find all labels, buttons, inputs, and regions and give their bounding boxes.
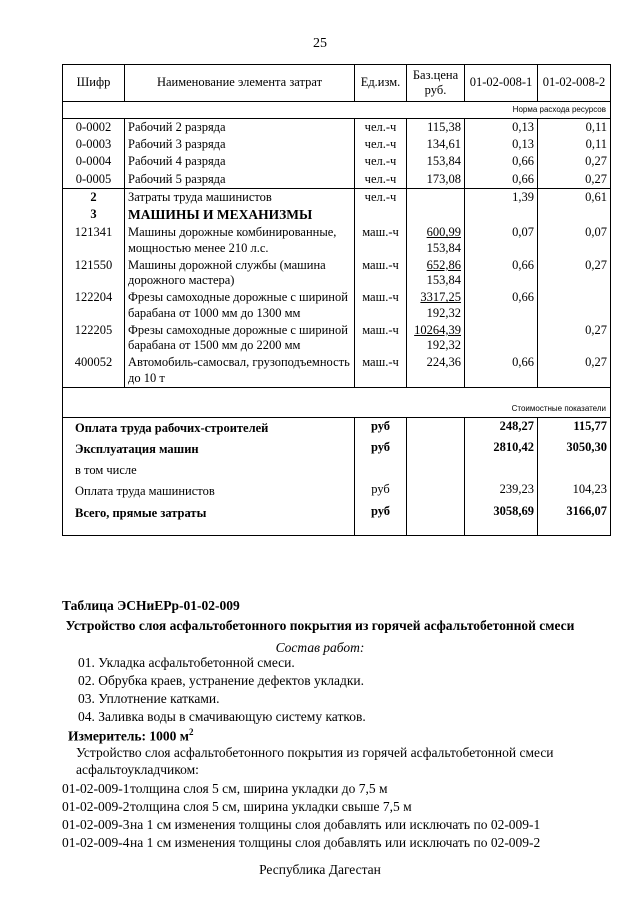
section-norms-row xyxy=(63,102,611,119)
table-row xyxy=(63,136,611,153)
row-variant-2: 0,61 xyxy=(538,188,611,206)
row-code: 0-0003 xyxy=(63,136,125,153)
totals-variant-1: 2810,42 xyxy=(465,439,538,460)
totals-row xyxy=(63,503,611,536)
totals-variant-1: 239,23 xyxy=(465,481,538,502)
row-name-text: МАШИНЫ И МЕХАНИЗМЫ xyxy=(128,207,313,222)
variant-code: 01-02-009-2 xyxy=(62,799,130,814)
variant-text: толщина слоя 5 см, ширина укладки до 7,5 м xyxy=(130,781,388,796)
variant-row xyxy=(62,781,388,797)
row-price-value: 173,08 xyxy=(426,171,461,186)
work-item: 01. Укладка асфальтобетонной смеси. xyxy=(78,655,295,670)
row-variant-2: 0,27 xyxy=(538,171,611,189)
totals-name: Оплата труда рабочих-строителей xyxy=(63,417,355,439)
header-variant-1: 01-02-008-1 xyxy=(465,65,538,102)
row-price-value: 652,86 xyxy=(426,257,461,272)
row-variant-2 xyxy=(538,289,611,322)
row-price xyxy=(407,224,465,257)
row-code: 121341 xyxy=(63,224,125,257)
row-name xyxy=(125,206,355,224)
row-code: 2 xyxy=(63,188,125,206)
row-price-value: 224,36 xyxy=(426,355,461,370)
row-unit: маш.-ч xyxy=(355,354,407,387)
row-variant-1: 0,07 xyxy=(465,224,538,257)
row-price-secondary: 153,84 xyxy=(426,273,461,288)
row-unit: чел.-ч xyxy=(355,188,407,206)
row-price-secondary: 192,32 xyxy=(426,338,461,353)
totals-row xyxy=(63,460,611,481)
row-variant-2: 0,07 xyxy=(538,224,611,257)
row-variant-1: 1,39 xyxy=(465,188,538,206)
row-price-value: 10264,39 xyxy=(414,322,461,337)
row-price xyxy=(407,188,465,206)
row-unit: чел.-ч xyxy=(355,153,407,170)
row-name-text: Машины дорожной службы (машина дорожного мастера) xyxy=(128,257,326,288)
row-name-text: Автомобиль-самосвал, грузоподъемность до 10 т xyxy=(128,355,350,385)
row-variant-1 xyxy=(465,322,538,355)
row-variant-1: 0,13 xyxy=(465,136,538,153)
row-name-text: Фрезы самоходные дорожные с шириной барабана от 1500 мм до 2200 мм xyxy=(128,322,348,353)
totals-price xyxy=(407,417,465,439)
row-variant-1: 0,13 xyxy=(465,118,538,136)
totals-unit: руб xyxy=(355,481,407,502)
table-row xyxy=(63,188,611,206)
row-price-secondary: 153,84 xyxy=(426,240,461,255)
measure-superscript: 2 xyxy=(189,727,194,737)
row-code: 122205 xyxy=(63,322,125,355)
row-price xyxy=(407,171,465,189)
row-unit xyxy=(355,206,407,224)
section-costs-row xyxy=(63,387,611,417)
table-row xyxy=(63,354,611,387)
variant-text: на 1 см изменения толщины слоя добавлять или исключать по 02-009-2 xyxy=(130,835,541,850)
row-variant-2: 0,27 xyxy=(538,257,611,290)
resource-table xyxy=(62,64,611,536)
row-price-value: 134,61 xyxy=(426,137,461,151)
row-code: 0-0004 xyxy=(63,153,125,170)
row-code: 0-0002 xyxy=(63,118,125,136)
measure-unit xyxy=(68,727,194,745)
totals-unit xyxy=(355,460,407,481)
row-variant-2: 0,27 xyxy=(538,153,611,170)
totals-price xyxy=(407,481,465,502)
row-variant-1: 0,66 xyxy=(465,171,538,189)
row-unit: маш.-ч xyxy=(355,289,407,322)
row-code: 400052 xyxy=(63,354,125,387)
row-variant-2: 0,27 xyxy=(538,354,611,387)
row-name-text: Машины дорожные комбинированные, мощностью менее 210 л.с. xyxy=(128,225,337,255)
row-name xyxy=(125,289,355,322)
variant-code: 01-02-009-3 xyxy=(62,817,130,832)
row-name xyxy=(125,153,355,170)
totals-variant-2: 104,23 xyxy=(538,481,611,502)
row-price-value: 600,99 xyxy=(426,225,461,240)
totals-name: Эксплуатация машин xyxy=(63,439,355,460)
table-row xyxy=(63,118,611,136)
measure-text: Измеритель: 1000 м xyxy=(68,728,189,744)
row-variant-2: 0,27 xyxy=(538,322,611,355)
row-variant-1: 0,66 xyxy=(465,354,538,387)
row-price xyxy=(407,289,465,322)
header-variant-2: 01-02-008-2 xyxy=(538,65,611,102)
table-caption: Устройство слоя асфальтобетонного покрытия из горячей асфальтобетонной смеси xyxy=(65,618,575,633)
header-name: Наименование элемента затрат xyxy=(125,65,355,102)
variant-text: на 1 см изменения толщины слоя добавлять или исключать по 02-009-1 xyxy=(130,817,541,832)
table-header-row xyxy=(63,65,611,102)
row-unit: маш.-ч xyxy=(355,322,407,355)
section-costs-label: Стоимостные показатели xyxy=(63,387,611,417)
table-row xyxy=(63,289,611,322)
variants-intro: Устройство слоя асфальтобетонного покрытия из горячей асфальтобетонной смеси асфальтоукладчиком: xyxy=(76,745,554,777)
totals-price xyxy=(407,439,465,460)
row-code: 0-0005 xyxy=(63,171,125,189)
row-name-text: Рабочий 4 разряда xyxy=(128,154,226,169)
row-unit: чел.-ч xyxy=(355,171,407,189)
totals-variant-1: 248,27 xyxy=(465,417,538,439)
row-price xyxy=(407,136,465,153)
works-heading: Состав работ: xyxy=(275,640,365,655)
table-row xyxy=(63,153,611,170)
variant-code: 01-02-009-4 xyxy=(62,835,130,850)
variant-text: толщина слоя 5 см, ширина укладки свыше 7,5 м xyxy=(130,799,412,814)
row-unit: чел.-ч xyxy=(355,118,407,136)
totals-row xyxy=(63,417,611,439)
table-row xyxy=(63,171,611,189)
row-price xyxy=(407,322,465,355)
row-name xyxy=(125,136,355,153)
variant-row xyxy=(62,799,412,815)
table-title: Таблица ЭСНиЕРр-01-02-009 xyxy=(62,598,240,613)
section-norms-label: Норма расхода ресурсов xyxy=(63,102,611,119)
totals-unit: руб xyxy=(355,439,407,460)
row-variant-1: 0,66 xyxy=(465,153,538,170)
variant-row xyxy=(62,835,540,851)
row-price-secondary: 192,32 xyxy=(426,305,461,320)
row-name-text: Фрезы самоходные дорожные с шириной барабана от 1000 мм до 1300 мм xyxy=(128,290,348,320)
totals-name: Оплата труда машинистов xyxy=(63,481,355,502)
row-name-text: Рабочий 3 разряда xyxy=(128,137,226,151)
row-price xyxy=(407,206,465,224)
row-name xyxy=(125,118,355,136)
row-price xyxy=(407,153,465,170)
footer-region: Республика Дагестан xyxy=(259,862,381,877)
row-price xyxy=(407,354,465,387)
totals-price xyxy=(407,460,465,481)
row-price-value: 3317,25 xyxy=(420,290,461,305)
totals-variant-2: 115,77 xyxy=(538,417,611,439)
variant-code: 01-02-009-1 xyxy=(62,781,130,796)
work-item: 02. Обрубка краев, устранение дефектов укладки. xyxy=(78,673,365,688)
work-item: 03. Уплотнение катками. xyxy=(78,691,220,706)
totals-variant-1 xyxy=(465,460,538,481)
totals-row xyxy=(63,481,611,502)
row-price-value: 115,38 xyxy=(427,119,461,134)
row-name xyxy=(125,257,355,290)
row-variant-1: 0,66 xyxy=(465,289,538,322)
work-item: 04. Заливка воды в смачивающую систему катков. xyxy=(78,709,366,724)
row-unit: маш.-ч xyxy=(355,224,407,257)
row-name xyxy=(125,171,355,189)
header-unit: Ед.изм. xyxy=(355,65,407,102)
row-code: 121550 xyxy=(63,257,125,290)
row-name xyxy=(125,224,355,257)
table-row xyxy=(63,206,611,224)
row-name-text: Рабочий 5 разряда xyxy=(128,171,226,186)
row-unit: маш.-ч xyxy=(355,257,407,290)
row-name-text: Рабочий 2 разряда xyxy=(128,119,226,134)
row-variant-1: 0,66 xyxy=(465,257,538,290)
row-variant-2 xyxy=(538,206,611,224)
row-price-value: 153,84 xyxy=(426,154,461,169)
row-variant-2: 0,11 xyxy=(538,136,611,153)
row-name xyxy=(125,322,355,355)
variant-row xyxy=(62,817,540,833)
table-row xyxy=(63,257,611,290)
row-variant-2: 0,11 xyxy=(538,118,611,136)
totals-row xyxy=(63,439,611,460)
page-number: 25 xyxy=(313,36,327,51)
row-code: 3 xyxy=(63,206,125,224)
table-row xyxy=(63,224,611,257)
row-name xyxy=(125,354,355,387)
totals-variant-1: 3058,69 xyxy=(465,503,538,536)
row-price xyxy=(407,118,465,136)
row-name xyxy=(125,188,355,206)
header-code: Шифр xyxy=(63,65,125,102)
totals-variant-2: 3050,30 xyxy=(538,439,611,460)
row-variant-1 xyxy=(465,206,538,224)
row-unit: чел.-ч xyxy=(355,136,407,153)
row-name-text: Затраты труда машинистов xyxy=(128,189,272,204)
totals-unit: руб xyxy=(355,417,407,439)
totals-price xyxy=(407,503,465,536)
totals-name: в том числе xyxy=(63,460,355,481)
header-price: Баз.цена руб. xyxy=(407,65,465,102)
totals-unit: руб xyxy=(355,503,407,536)
table-row xyxy=(63,322,611,355)
totals-name: Всего, прямые затраты xyxy=(63,503,355,536)
row-price xyxy=(407,257,465,290)
row-code: 122204 xyxy=(63,289,125,322)
totals-variant-2: 3166,07 xyxy=(538,503,611,536)
totals-variant-2 xyxy=(538,460,611,481)
